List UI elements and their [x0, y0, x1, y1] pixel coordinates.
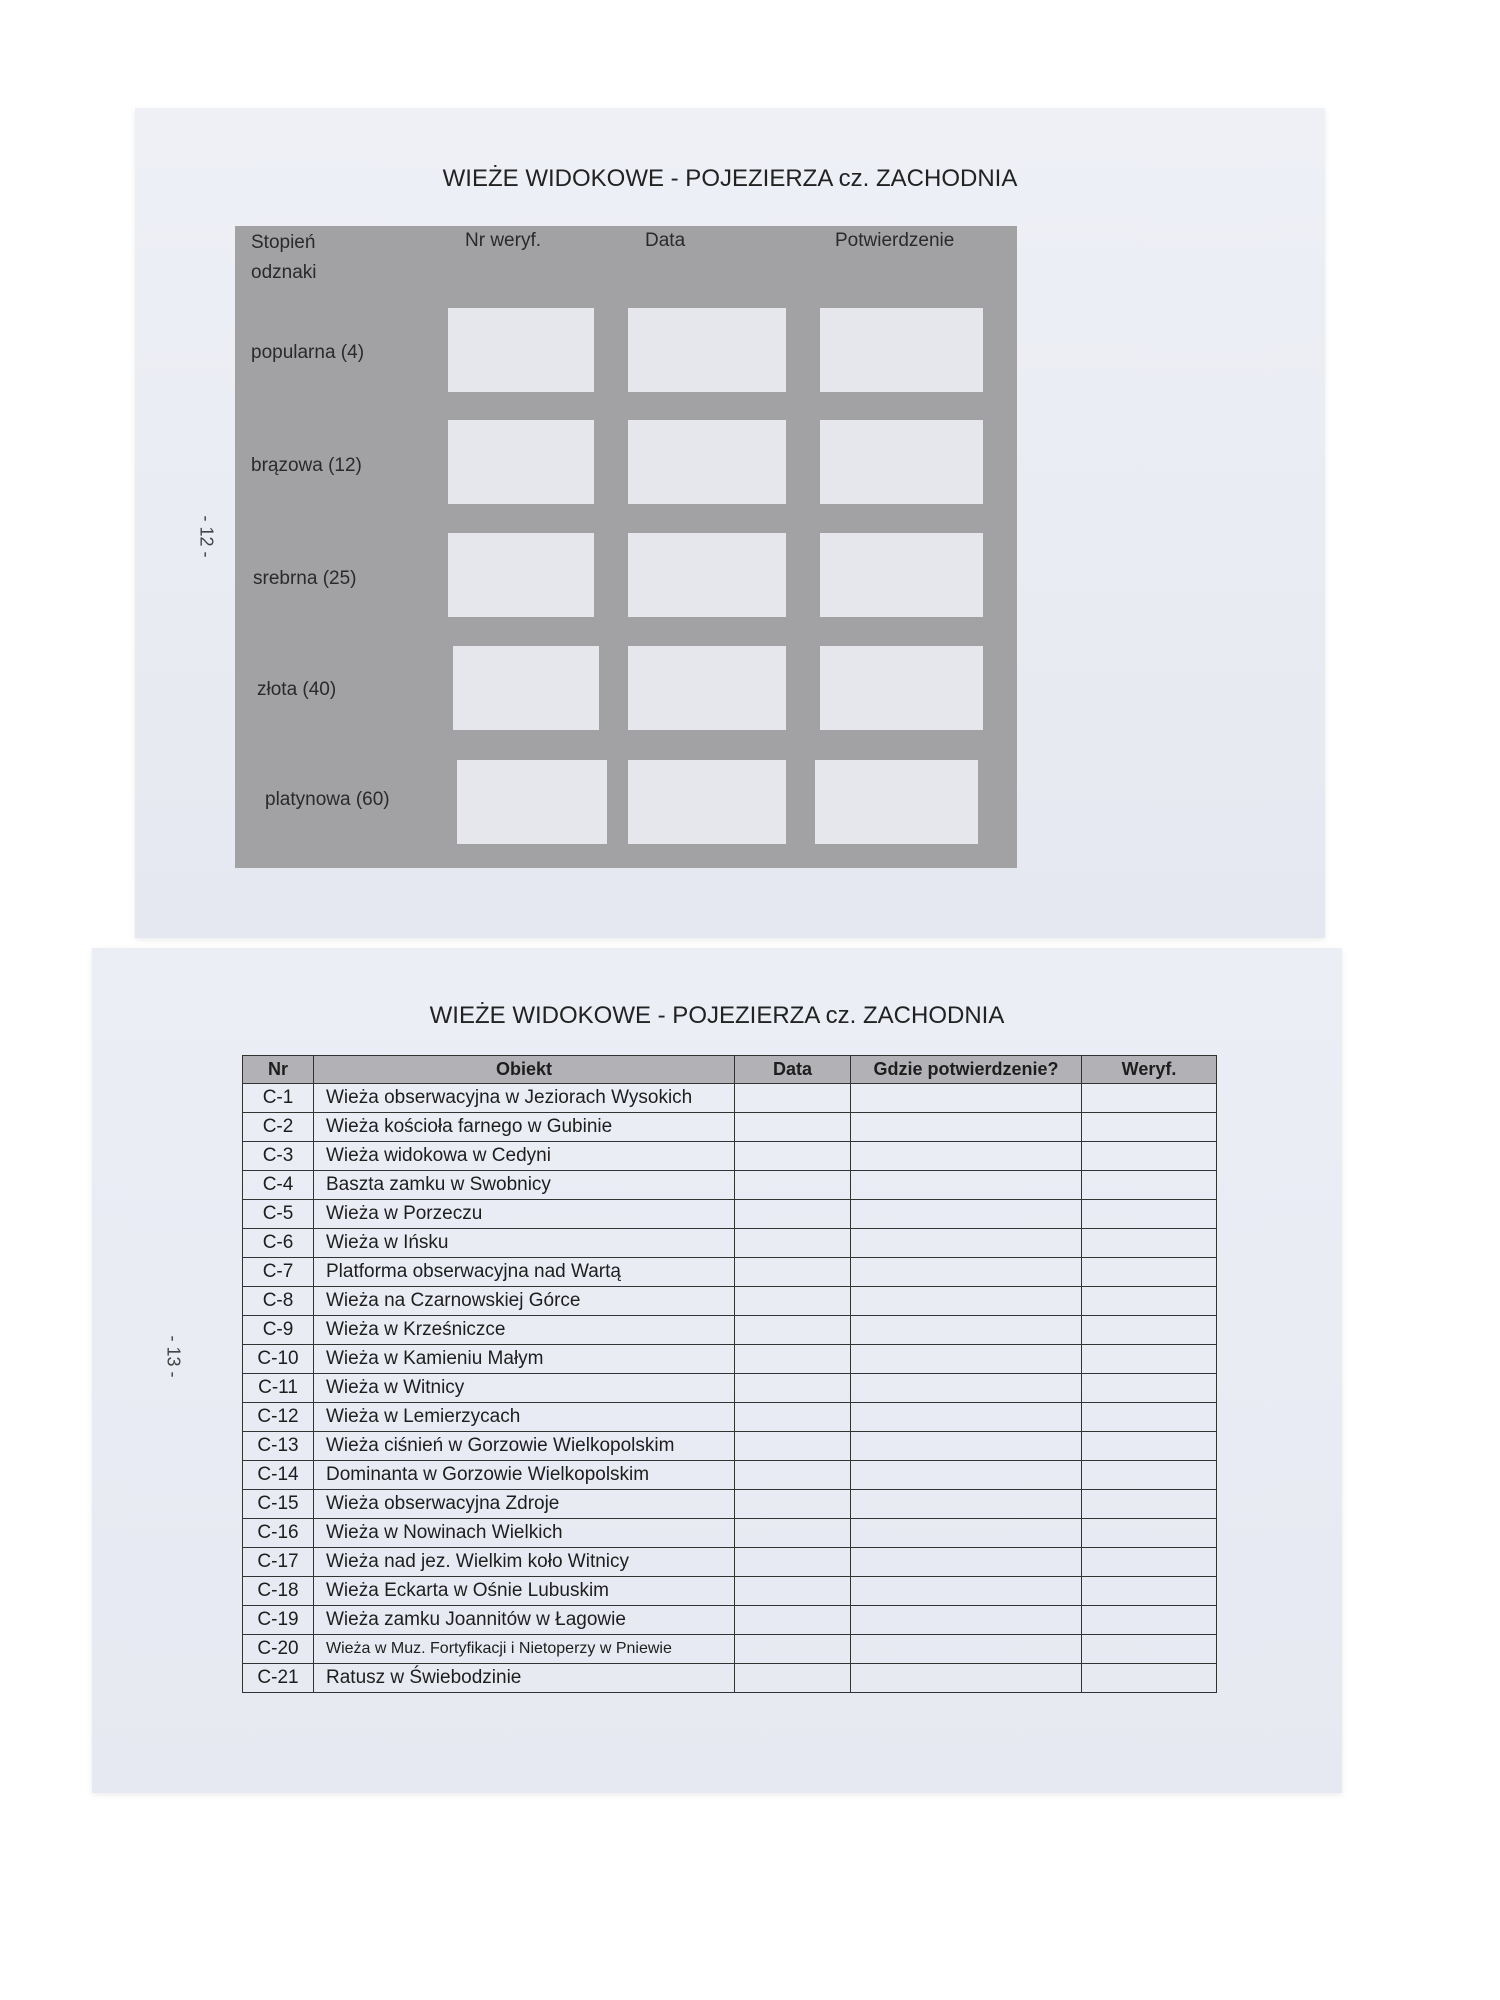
row-object: Wieża nad jez. Wielkim koło Witnicy [314, 1548, 735, 1577]
row-object: Wieża Eckarta w Ośnie Lubuskim [314, 1577, 735, 1606]
row-verification-field[interactable] [1082, 1577, 1217, 1606]
row-object: Wieża w Ińsku [314, 1229, 735, 1258]
row-verification-field[interactable] [1082, 1258, 1217, 1287]
table-row [243, 1113, 1217, 1142]
row-date-field[interactable] [735, 1635, 851, 1664]
table-row [243, 1606, 1217, 1635]
table-row [243, 1403, 1217, 1432]
row-nr: C-5 [243, 1200, 314, 1229]
row-object: Wieża obserwacyjna w Jeziorach Wysokich [314, 1084, 735, 1113]
row-date-field[interactable] [735, 1345, 851, 1374]
row-confirmation-place-field[interactable] [851, 1461, 1082, 1490]
row-confirmation-place-field[interactable] [851, 1142, 1082, 1171]
row-date-field[interactable] [735, 1258, 851, 1287]
row-confirmation-place-field[interactable] [851, 1113, 1082, 1142]
row-date-field[interactable] [735, 1316, 851, 1345]
row-confirmation-place-field[interactable] [851, 1345, 1082, 1374]
table-row [243, 1548, 1217, 1577]
table-row [243, 1490, 1217, 1519]
row-confirmation-place-field[interactable] [851, 1084, 1082, 1113]
row-confirmation-place-field[interactable] [851, 1432, 1082, 1461]
row-nr: C-11 [243, 1374, 314, 1403]
table-row [243, 1287, 1217, 1316]
row-date-field[interactable] [735, 1432, 851, 1461]
confirmation-field[interactable] [820, 646, 983, 730]
row-date-field[interactable] [735, 1113, 851, 1142]
table-row [243, 1461, 1217, 1490]
row-object: Wieża w Muz. Fortyfikacji i Nietoperzy w Pniewie [314, 1635, 735, 1664]
date-field[interactable] [628, 420, 786, 504]
row-confirmation-place-field[interactable] [851, 1374, 1082, 1403]
row-confirmation-place-field[interactable] [851, 1200, 1082, 1229]
towers-table [242, 1055, 1217, 1693]
row-verification-field[interactable] [1082, 1200, 1217, 1229]
badge-level-grid [235, 226, 1017, 868]
verification-no-field[interactable] [448, 420, 594, 504]
date-field[interactable] [628, 308, 786, 392]
row-verification-field[interactable] [1082, 1432, 1217, 1461]
table-row [243, 1635, 1217, 1664]
column-header-nr: Nr [243, 1056, 314, 1084]
row-verification-field[interactable] [1082, 1374, 1217, 1403]
page-12 [135, 108, 1325, 938]
row-confirmation-place-field[interactable] [851, 1519, 1082, 1548]
row-nr: C-7 [243, 1258, 314, 1287]
row-verification-field[interactable] [1082, 1519, 1217, 1548]
row-nr: C-9 [243, 1316, 314, 1345]
table-header-row [243, 1056, 1217, 1084]
table-row [243, 1519, 1217, 1548]
date-field[interactable] [628, 646, 786, 730]
row-object: Baszta zamku w Swobnicy [314, 1171, 735, 1200]
confirmation-field[interactable] [815, 760, 978, 844]
row-date-field[interactable] [735, 1664, 851, 1693]
table-row [243, 1664, 1217, 1693]
verification-no-field[interactable] [448, 533, 594, 617]
row-nr: C-15 [243, 1490, 314, 1519]
row-nr: C-20 [243, 1635, 314, 1664]
header-confirmation: Potwierdzenie [835, 230, 955, 251]
table-row [243, 1432, 1217, 1461]
row-nr: C-18 [243, 1577, 314, 1606]
column-header-obiekt: Obiekt [314, 1056, 735, 1084]
row-date-field[interactable] [735, 1577, 851, 1606]
row-date-field[interactable] [735, 1229, 851, 1258]
row-object: Wieża kościoła farnego w Gubinie [314, 1113, 735, 1142]
verification-no-field[interactable] [448, 308, 594, 392]
row-verification-field[interactable] [1082, 1287, 1217, 1316]
row-nr: C-2 [243, 1113, 314, 1142]
header-date: Data [645, 230, 686, 251]
row-object: Wieża ciśnień w Gorzowie Wielkopolskim [314, 1432, 735, 1461]
row-object: Ratusz w Świebodzinie [314, 1664, 735, 1693]
row-date-field[interactable] [735, 1548, 851, 1577]
column-header-data: Data [735, 1056, 851, 1084]
row-nr: C-13 [243, 1432, 314, 1461]
row-verification-field[interactable] [1082, 1490, 1217, 1519]
row-confirmation-place-field[interactable] [851, 1258, 1082, 1287]
row-nr: C-16 [243, 1519, 314, 1548]
row-confirmation-place-field[interactable] [851, 1606, 1082, 1635]
row-nr: C-4 [243, 1171, 314, 1200]
row-date-field[interactable] [735, 1287, 851, 1316]
level-label: popularna (4) [251, 342, 365, 363]
row-confirmation-place-field[interactable] [851, 1490, 1082, 1519]
row-verification-field[interactable] [1082, 1461, 1217, 1490]
row-object: Wieża w Nowinach Wielkich [314, 1519, 735, 1548]
row-nr: C-12 [243, 1403, 314, 1432]
row-confirmation-place-field[interactable] [851, 1403, 1082, 1432]
table-row [243, 1316, 1217, 1345]
confirmation-field[interactable] [820, 420, 983, 504]
row-object: Wieża w Kamieniu Małym [314, 1345, 735, 1374]
page-title: WIEŻE WIDOKOWE - POJEZIERZA cz. ZACHODNIA [429, 1002, 1005, 1029]
header-verification-no: Nr weryf. [465, 230, 541, 251]
table-row [243, 1142, 1217, 1171]
row-date-field[interactable] [735, 1461, 851, 1490]
table-row [243, 1577, 1217, 1606]
table-row [243, 1229, 1217, 1258]
table-row [243, 1200, 1217, 1229]
row-nr: C-1 [243, 1084, 314, 1113]
row-verification-field[interactable] [1082, 1345, 1217, 1374]
table-row [243, 1345, 1217, 1374]
verification-no-field[interactable] [453, 646, 599, 730]
row-nr: C-10 [243, 1345, 314, 1374]
level-label: złota (40) [257, 679, 337, 700]
row-confirmation-place-field[interactable] [851, 1635, 1082, 1664]
row-date-field[interactable] [735, 1519, 851, 1548]
level-label: brązowa (12) [251, 455, 362, 476]
header-level-line1: Stopień [251, 232, 316, 253]
verification-no-field[interactable] [457, 760, 607, 844]
row-nr: C-21 [243, 1664, 314, 1693]
row-date-field[interactable] [735, 1171, 851, 1200]
row-date-field[interactable] [735, 1490, 851, 1519]
row-confirmation-place-field[interactable] [851, 1229, 1082, 1258]
level-label: srebrna (25) [253, 568, 357, 589]
row-date-field[interactable] [735, 1084, 851, 1113]
row-object: Wieża w Krześniczce [314, 1316, 735, 1345]
confirmation-field[interactable] [820, 533, 983, 617]
table-row [243, 1374, 1217, 1403]
page-number: - 12 - [196, 515, 217, 558]
row-confirmation-place-field[interactable] [851, 1548, 1082, 1577]
row-verification-field[interactable] [1082, 1548, 1217, 1577]
column-header-where: Gdzie potwierdzenie? [851, 1056, 1082, 1084]
row-nr: C-8 [243, 1287, 314, 1316]
row-confirmation-place-field[interactable] [851, 1171, 1082, 1200]
level-label: platynowa (60) [265, 789, 390, 810]
row-verification-field[interactable] [1082, 1664, 1217, 1693]
row-object: Wieża zamku Joannitów w Łagowie [314, 1606, 735, 1635]
row-date-field[interactable] [735, 1200, 851, 1229]
row-verification-field[interactable] [1082, 1403, 1217, 1432]
row-object: Platforma obserwacyjna nad Wartą [314, 1258, 735, 1287]
table-row [243, 1171, 1217, 1200]
row-date-field[interactable] [735, 1142, 851, 1171]
row-verification-field[interactable] [1082, 1635, 1217, 1664]
row-date-field[interactable] [735, 1606, 851, 1635]
table-row [243, 1084, 1217, 1113]
table-row [243, 1258, 1217, 1287]
row-nr: C-17 [243, 1548, 314, 1577]
column-header-weryf: Weryf. [1082, 1056, 1217, 1084]
date-field[interactable] [628, 760, 786, 844]
row-verification-field[interactable] [1082, 1113, 1217, 1142]
row-nr: C-6 [243, 1229, 314, 1258]
row-object: Dominanta w Gorzowie Wielkopolskim [314, 1461, 735, 1490]
row-object: Wieża w Witnicy [314, 1374, 735, 1403]
row-nr: C-19 [243, 1606, 314, 1635]
row-object: Wieża w Lemierzycach [314, 1403, 735, 1432]
confirmation-field[interactable] [820, 308, 983, 392]
date-field[interactable] [628, 533, 786, 617]
row-date-field[interactable] [735, 1403, 851, 1432]
row-object: Wieża widokowa w Cedyni [314, 1142, 735, 1171]
row-object: Wieża na Czarnowskiej Górce [314, 1287, 735, 1316]
row-verification-field[interactable] [1082, 1171, 1217, 1200]
page-13 [92, 948, 1342, 1793]
row-confirmation-place-field[interactable] [851, 1287, 1082, 1316]
row-nr: C-3 [243, 1142, 314, 1171]
page-title: WIEŻE WIDOKOWE - POJEZIERZA cz. ZACHODNIA [442, 165, 1018, 192]
header-level-line2: odznaki [251, 262, 317, 283]
row-object: Wieża w Porzeczu [314, 1200, 735, 1229]
row-confirmation-place-field[interactable] [851, 1316, 1082, 1345]
row-confirmation-place-field[interactable] [851, 1664, 1082, 1693]
header-level [251, 228, 317, 288]
row-confirmation-place-field[interactable] [851, 1577, 1082, 1606]
row-verification-field[interactable] [1082, 1316, 1217, 1345]
row-date-field[interactable] [735, 1374, 851, 1403]
row-verification-field[interactable] [1082, 1084, 1217, 1113]
row-object: Wieża obserwacyjna Zdroje [314, 1490, 735, 1519]
row-verification-field[interactable] [1082, 1606, 1217, 1635]
row-nr: C-14 [243, 1461, 314, 1490]
row-verification-field[interactable] [1082, 1229, 1217, 1258]
row-verification-field[interactable] [1082, 1142, 1217, 1171]
page-number: - 13 - [163, 1335, 184, 1378]
